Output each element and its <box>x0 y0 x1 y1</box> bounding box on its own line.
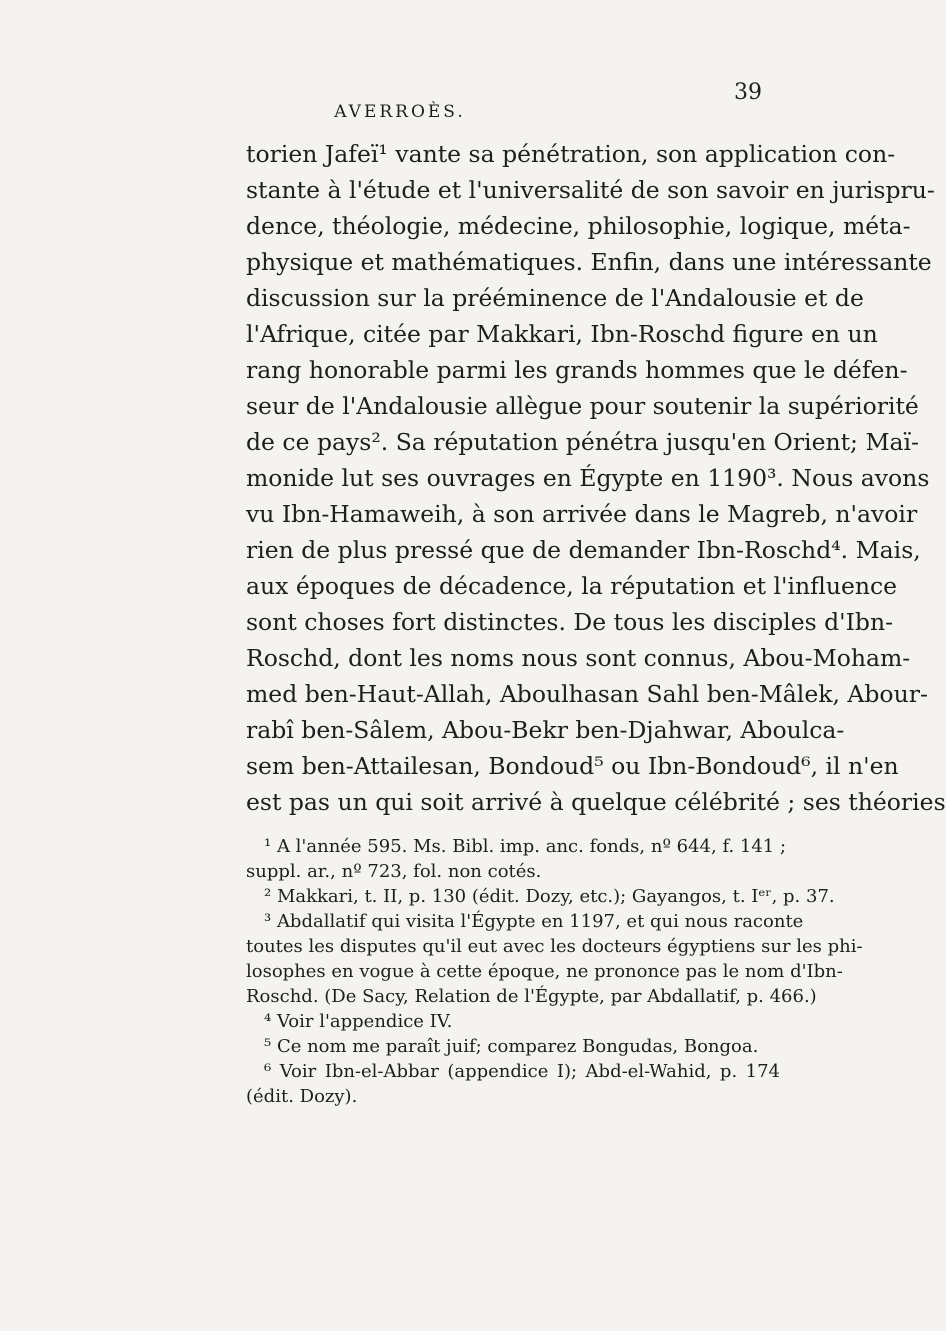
page-number: 39 <box>734 80 762 105</box>
body-line: sont choses fort distinctes. De tous les disciples d'Ibn- <box>246 608 894 636</box>
footnote-line: ⁵ Ce nom me paraît juif; comparez Bongudas, Bongoa. <box>264 1036 759 1057</box>
body-line: torien Jafeï¹ vante sa pénétration, son application con- <box>246 140 896 168</box>
running-title: AVERROÈS. <box>334 102 466 122</box>
footnote-line: ¹ A l'année 595. Ms. Bibl. imp. anc. fonds, nº 644, f. 141 ; <box>264 836 787 857</box>
body-line: sem ben-Attailesan, Bondoud⁵ ou Ibn-Bondoud⁶, il n'en <box>246 752 899 780</box>
body-line: monide lut ses ouvrages en Égypte en 1190³. Nous avons <box>246 464 930 492</box>
footnote-line: ⁴ Voir l'appendice IV. <box>264 1011 453 1032</box>
footnote-line: toutes les disputes qu'il eut avec les docteurs égyptiens sur les phi- <box>246 936 863 957</box>
body-line: Roschd, dont les noms nous sont connus, Abou-Moham- <box>246 644 911 672</box>
body-line: physique et mathématiques. Enfin, dans une intéressante <box>246 248 932 276</box>
body-line: discussion sur la prééminence de l'Andalousie et de <box>246 284 864 312</box>
body-line: vu Ibn-Hamaweih, à son arrivée dans le Magreb, n'avoir <box>246 500 918 528</box>
body-line: de ce pays². Sa réputation pénétra jusqu'en Orient; Maï- <box>246 428 919 456</box>
body-line: est pas un qui soit arrivé à quelque célébrité ; ses théories <box>246 788 946 816</box>
footnote-line: suppl. ar., nº 723, fol. non cotés. <box>246 861 542 882</box>
body-line: stante à l'étude et l'universalité de son savoir en jurispru- <box>246 176 935 204</box>
body-line: med ben-Haut-Allah, Aboulhasan Sahl ben-Mâlek, Abour- <box>246 680 928 708</box>
body-line: dence, théologie, médecine, philosophie, logique, méta- <box>246 212 911 240</box>
body-line: rabî ben-Sâlem, Abou-Bekr ben-Djahwar, Aboulca- <box>246 716 845 744</box>
footnote-line: losophes en vogue à cette époque, ne prononce pas le nom d'Ibn- <box>246 961 843 982</box>
body-line: aux époques de décadence, la réputation et l'influence <box>246 572 898 600</box>
footnote-line: ³ Abdallatif qui visita l'Égypte en 1197, et qui nous raconte <box>264 911 804 932</box>
footnote-line: (édit. Dozy). <box>246 1086 358 1107</box>
footnote-line: ⁶ Voir Ibn-el-Abbar (appendice I); Abd-el-Wahid, p. 174 <box>264 1061 780 1082</box>
body-line: l'Afrique, citée par Makkari, Ibn-Roschd figure en un <box>246 320 878 348</box>
body-line: rien de plus pressé que de demander Ibn-Roschd⁴. Mais, <box>246 536 921 564</box>
body-line: rang honorable parmi les grands hommes que le défen- <box>246 356 908 384</box>
body-line: seur de l'Andalousie allègue pour soutenir la supériorité <box>246 392 919 420</box>
footnote-line: ² Makkari, t. II, p. 130 (édit. Dozy, etc.); Gayangos, t. Iᵉʳ, p. 37. <box>264 886 835 907</box>
footnote-line: Roschd. (De Sacy, Relation de l'Égypte, par Abdallatif, p. 466.) <box>246 986 817 1007</box>
